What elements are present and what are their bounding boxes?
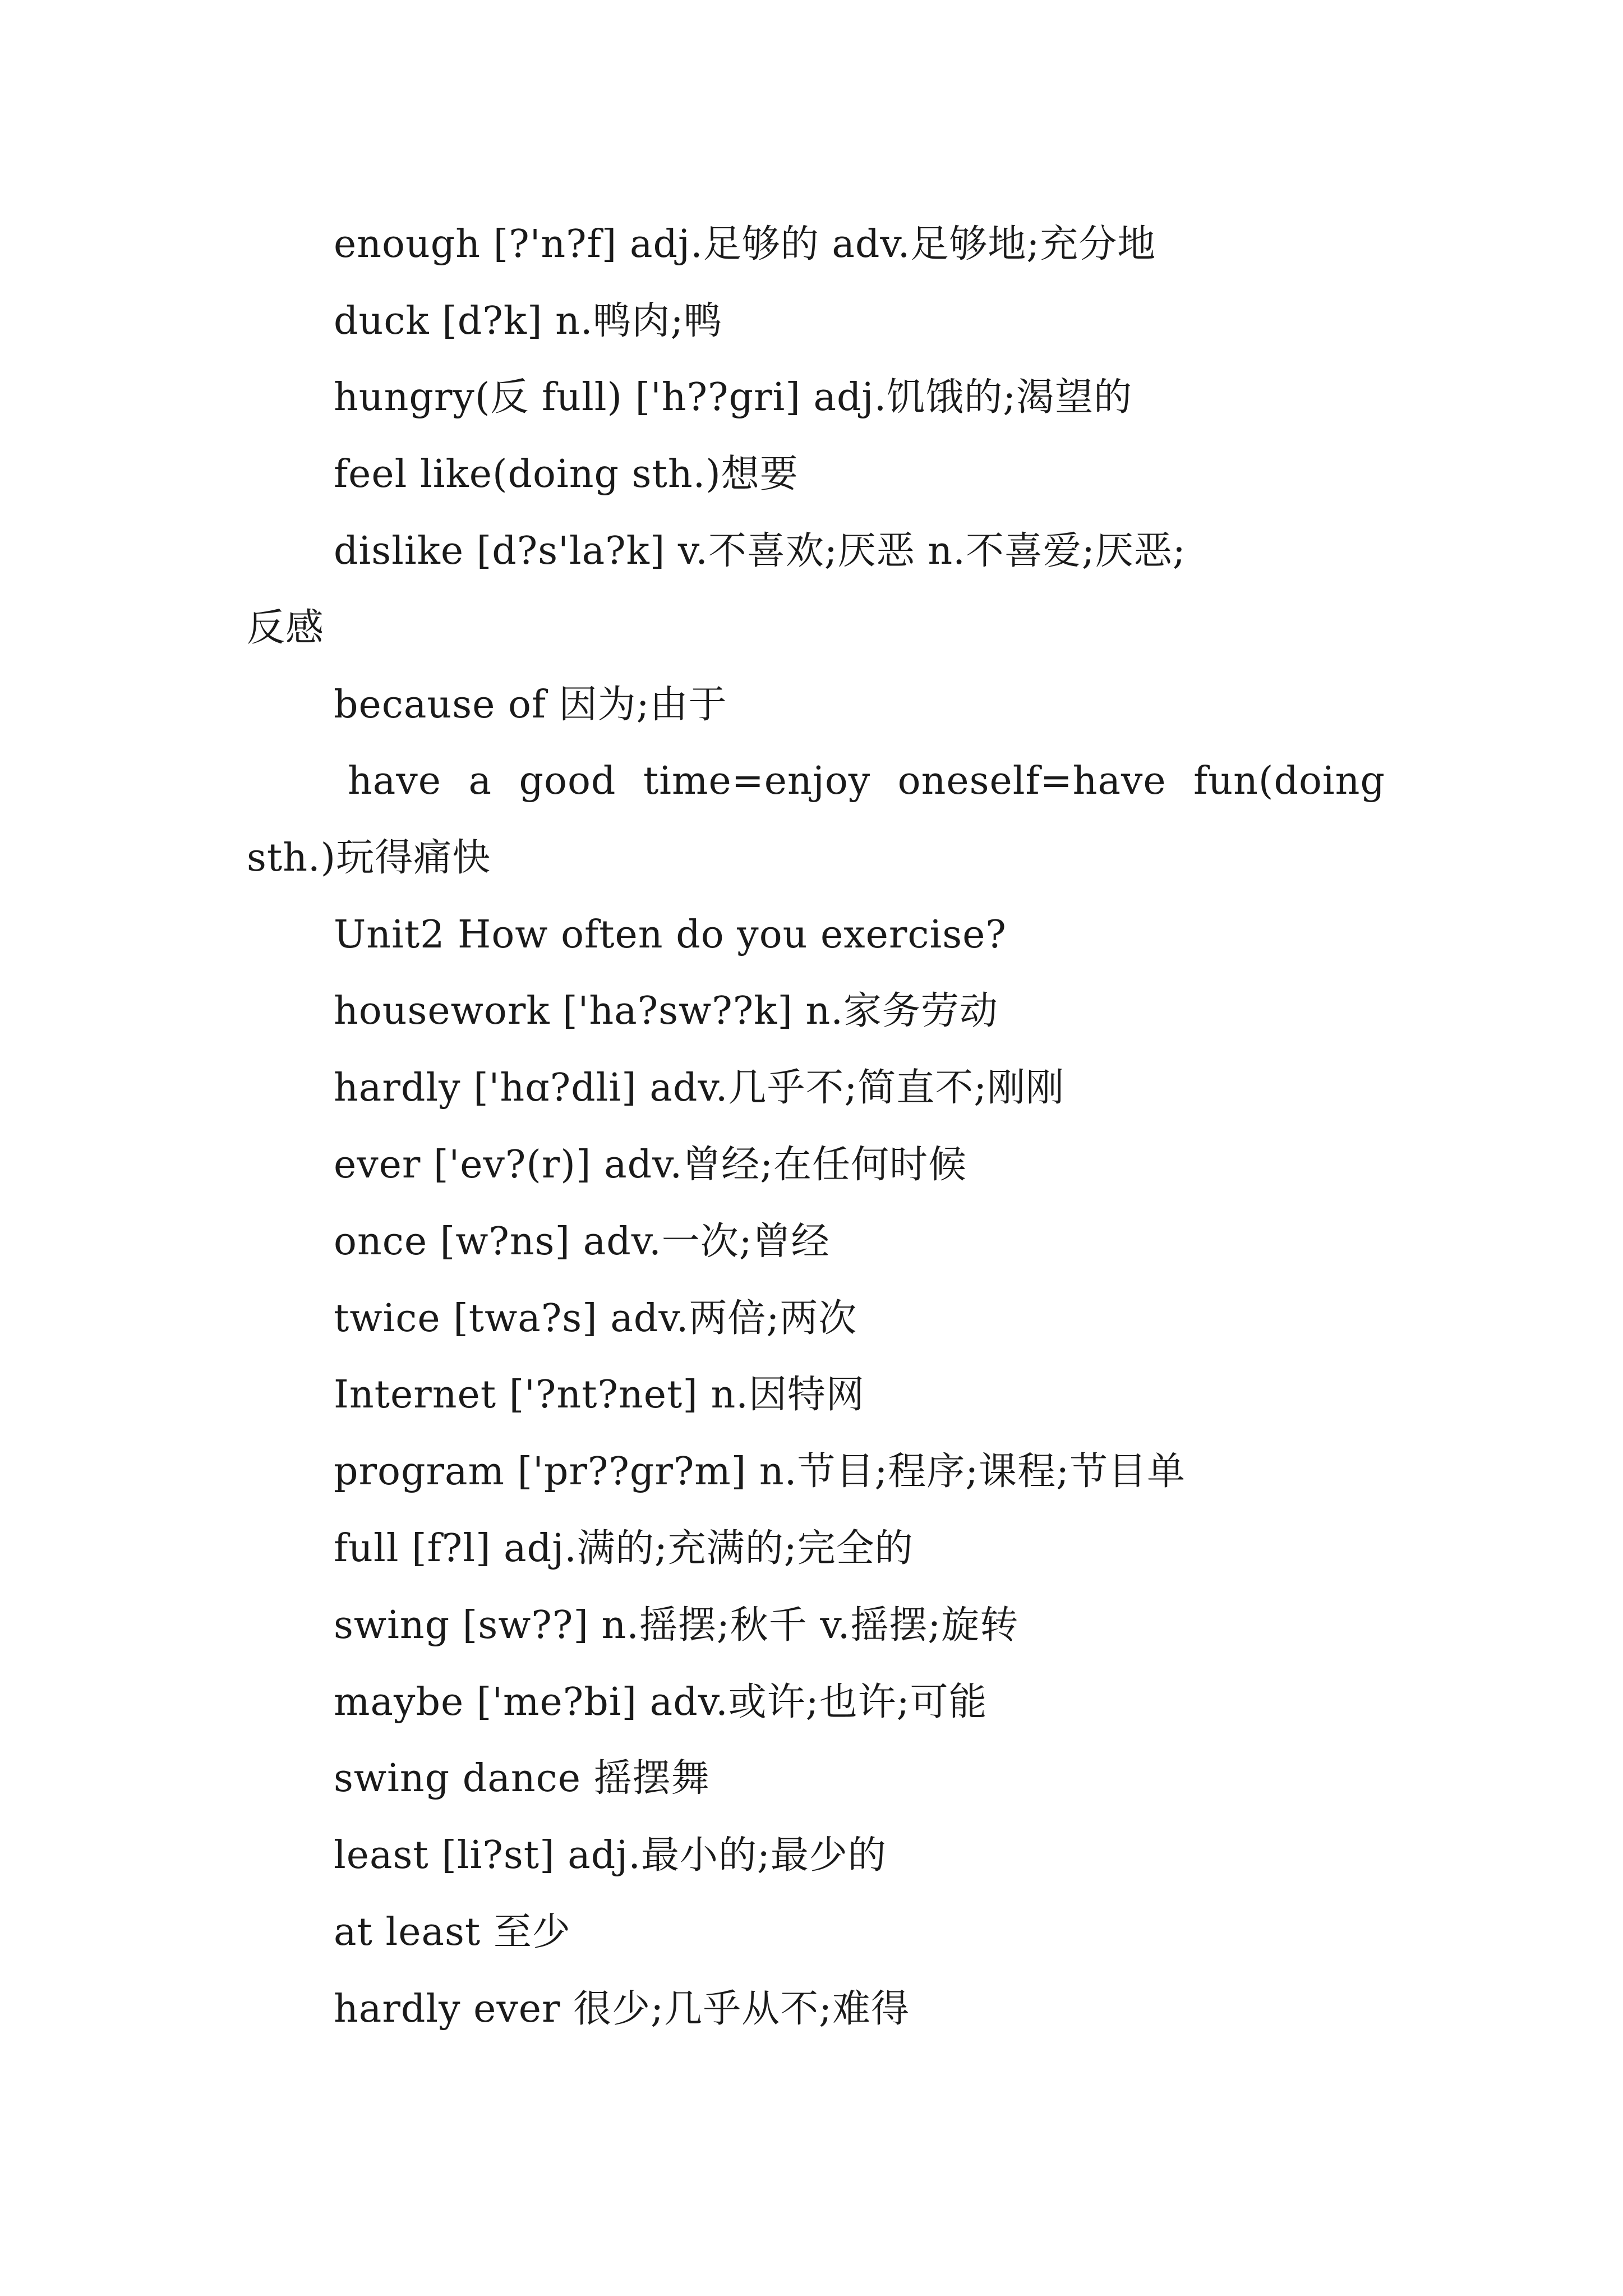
word: fun(doing	[1193, 759, 1385, 803]
vocab-line-housework: housework ['ha?sw??k] n.家务劳动	[334, 989, 998, 1033]
vocab-line-maybe: maybe ['me?bi] adv.或许;也许;可能	[334, 1680, 988, 1724]
word: a	[468, 759, 492, 803]
vocab-line-dislike: dislike [d?s'la?k] v.不喜欢;厌恶 n.不喜爱;厌恶;	[334, 529, 1186, 573]
vocab-line-swing-dance: swing dance 摇摆舞	[334, 1756, 710, 1801]
vocab-line-hungry: hungry(反 full) ['h??gri] adj.饥饿的;渴望的	[334, 375, 1133, 420]
vocab-line-twice: twice [twa?s] adv.两倍;两次	[334, 1296, 857, 1341]
vocab-line-have-a-good-time-continued: sth.)玩得痛快	[247, 836, 491, 880]
vocab-line-program: program ['pr??gr?m] n.节目;程序;课程;节目单	[334, 1450, 1186, 1494]
unit-heading: Unit2 How often do you exercise?	[334, 913, 1007, 957]
vocab-line-enough: enough [?'n?f] adj.足够的 adv.足够地;充分地	[334, 222, 1156, 266]
vocab-line-once: once [w?ns] adv.一次;曾经	[334, 1220, 830, 1264]
word: time=enjoy	[643, 759, 871, 803]
word: have	[348, 759, 441, 803]
vocab-line-because-of: because of 因为;由于	[334, 683, 727, 727]
vocab-line-feel-like: feel like(doing sth.)想要	[334, 452, 799, 496]
vocab-line-swing: swing [sw??] n.摇摆;秋千 v.摇摆;旋转	[334, 1603, 1019, 1648]
vocab-line-ever: ever ['ev?(r)] adv.曾经;在任何时候	[334, 1143, 967, 1187]
word: oneself=have	[897, 759, 1166, 803]
vocab-line-at-least: at least 至少	[334, 1910, 571, 1954]
vocab-line-least: least [li?st] adj.最小的;最少的	[334, 1833, 887, 1878]
word: good	[519, 759, 616, 803]
vocab-line-have-a-good-time	[348, 756, 1385, 807]
vocab-line-duck: duck [d?k] n.鸭肉;鸭	[334, 299, 723, 343]
vocab-line-hardly-ever: hardly ever 很少;几乎从不;难得	[334, 1987, 910, 2031]
vocab-line-dislike-continued: 反感	[247, 606, 325, 650]
vocab-line-internet: Internet ['?nt?net] n.因特网	[334, 1373, 865, 1417]
vocab-line-full: full [f?l] adj.满的;充满的;完全的	[334, 1526, 914, 1571]
vocab-line-hardly: hardly ['hɑ?dli] adv.几乎不;简直不;刚刚	[334, 1066, 1065, 1110]
